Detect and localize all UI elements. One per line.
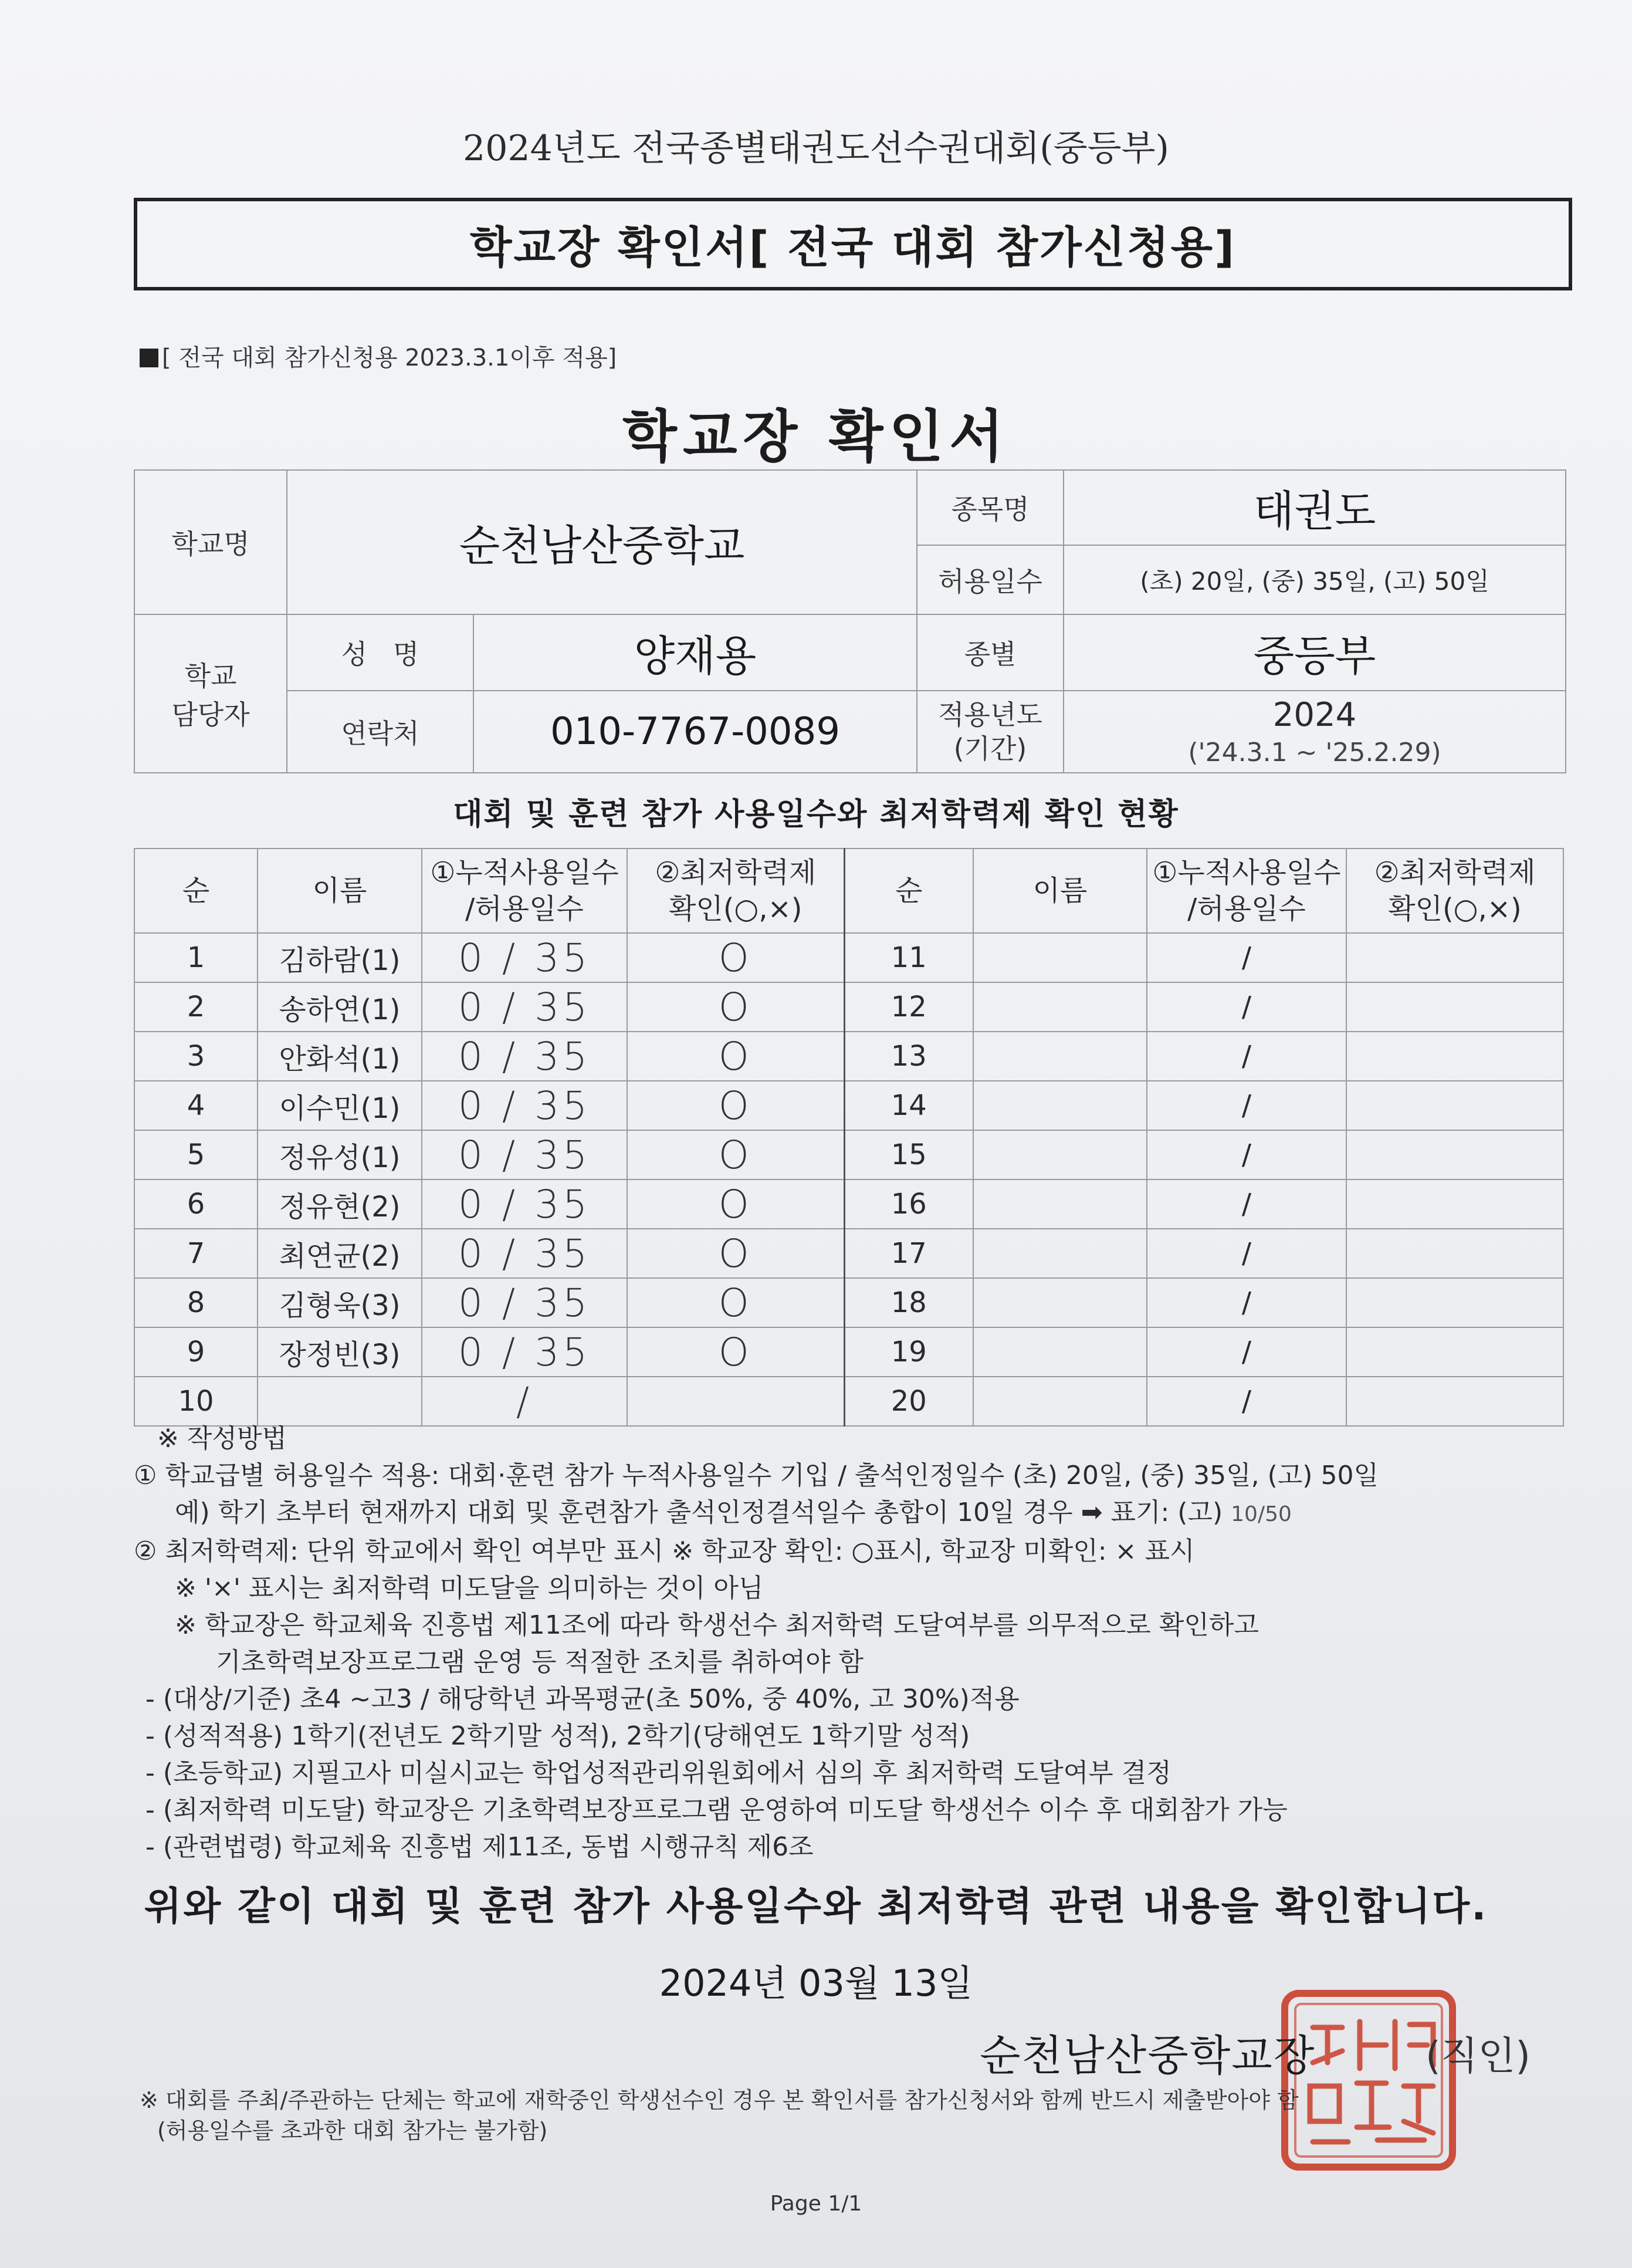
row-days: 0 / 35 [422, 1081, 627, 1130]
row-no: 4 [134, 1081, 258, 1130]
row-no: 8 [134, 1278, 258, 1327]
section-title: 대회 및 훈련 참가 사용일수와 최저학력제 확인 현황 [453, 797, 1179, 832]
row-min-right [1346, 1032, 1563, 1081]
note-line-3: ② 최저학력제: 단위 학교에서 확인 여부만 표시 ※ 학교장 확인: ○표시, 학교장 미확인: × 표시 [134, 1536, 1195, 1566]
row-min-right [1346, 1179, 1563, 1229]
row-min: O [627, 933, 844, 982]
note-line-4: ※ '×' 표시는 최저학력 미도달을 의미하는 것이 아님 [175, 1573, 764, 1603]
row-name-right [973, 1327, 1147, 1377]
row-min-right [1346, 1229, 1563, 1278]
event-title: 2024년도 전국종별태권도선수권대회(중등부) [463, 128, 1169, 169]
document-date: 2024년 03월 13일 [659, 1962, 973, 2005]
form-banner [134, 198, 1572, 290]
header-no-right: 순 [844, 849, 973, 933]
row-min: O [627, 1081, 844, 1130]
square-bullet-icon [140, 349, 158, 367]
footnote [140, 2085, 1565, 2146]
row-no: 6 [134, 1179, 258, 1229]
note-line-8: - (성적적용) 1학기(전년도 2학기말 성적), 2학기(당해연도 1학기말 성적) [145, 1721, 970, 1751]
row-days: 0 / 35 [422, 982, 627, 1032]
header-no: 순 [134, 849, 258, 933]
page-number: Page 1/1 [770, 2192, 862, 2216]
row-no: 5 [134, 1130, 258, 1179]
manager-label: 학교 담당자 [134, 614, 287, 773]
sport-value: 태권도 [1064, 470, 1566, 545]
row-no: 2 [134, 982, 258, 1032]
header-days-right: ①누적사용일수 /허용일수 [1147, 849, 1346, 933]
row-days-right: / [1147, 933, 1346, 982]
row-min: O [627, 1032, 844, 1081]
row-name-right [973, 1081, 1147, 1130]
row-min: O [627, 1327, 844, 1377]
note-line-11: - (관련법령) 학교체육 진흥법 제11조, 동법 시행규칙 제6조 [145, 1832, 814, 1862]
row-days: 0 / 35 [422, 1327, 627, 1377]
table-row [134, 933, 1563, 982]
row-name: 안화석(1) [258, 1032, 422, 1081]
name-label: 성 명 [287, 614, 473, 691]
row-no: 3 [134, 1032, 258, 1081]
division-label: 종별 [917, 614, 1064, 691]
contact-value: 010-7767-0089 [473, 691, 917, 773]
table-row [134, 1229, 1563, 1278]
division-value: 중등부 [1064, 614, 1566, 691]
note-line-7: - (대상/기준) 초4 ~고3 / 해당학년 과목평균(초 50%, 중 40%, 고 30%)적용 [145, 1684, 1020, 1714]
note-line-5: ※ 학교장은 학교체육 진흥법 제11조에 따라 학생선수 최저학력 도달여부를 의무적으로 확인하고 [175, 1610, 1259, 1640]
row-name: 이수민(1) [258, 1081, 422, 1130]
row-name-right [973, 1032, 1147, 1081]
note-line-10: - (최저학력 미도달) 학교장은 기초학력보장프로그램 운영하여 미도달 학생선수 이수 후 대회참가 가능 [145, 1795, 1288, 1825]
table-row [134, 1081, 1563, 1130]
row-name: 김형욱(3) [258, 1278, 422, 1327]
row-min: O [627, 1130, 844, 1179]
row-days: 0 / 35 [422, 933, 627, 982]
row-min-right [1346, 933, 1563, 982]
row-min: O [627, 1179, 844, 1229]
row-min: O [627, 982, 844, 1032]
table-row [134, 1377, 1563, 1426]
row-days-right: / [1147, 1081, 1346, 1130]
note-line-9: - (초등학교) 지필고사 미실시교는 학업성적관리위원회에서 심의 후 최저학력 도달여부 결정 [145, 1758, 1171, 1788]
contact-label: 연락처 [287, 691, 473, 773]
row-days: 0 / 35 [422, 1130, 627, 1179]
note-line-1: ① 학교급별 허용일수 적용: 대회·훈련 참가 누적사용일수 기입 / 출석인정일수 (초) 20일, (중) 35일, (고) 50일 [134, 1461, 1379, 1490]
row-min-right [1346, 1278, 1563, 1327]
row-name-right [973, 1130, 1147, 1179]
row-no: 1 [134, 933, 258, 982]
table-row [134, 1130, 1563, 1179]
row-name-right [973, 1179, 1147, 1229]
row-min: O [627, 1278, 844, 1327]
roster-header-row [134, 849, 1563, 933]
period-value: ('24.3.1 ~ '25.2.29) [1188, 738, 1441, 768]
subnote [140, 339, 617, 373]
year-value: 2024 [1272, 696, 1357, 734]
row-min-right [1346, 1377, 1563, 1426]
row-days-right: / [1147, 982, 1346, 1032]
row-no-right: 18 [844, 1278, 973, 1327]
row-name-right [973, 982, 1147, 1032]
row-no-right: 17 [844, 1229, 973, 1278]
row-days: 0 / 35 [422, 1179, 627, 1229]
allowed-days-value: (초) 20일, (중) 35일, (고) 50일 [1064, 545, 1566, 614]
row-days: 0 / 35 [422, 1032, 627, 1081]
note-line-2 [134, 1494, 1559, 1533]
notes-heading: ※ 작성방법 [157, 1424, 287, 1454]
table-row [134, 1179, 1563, 1229]
year-cell [1064, 691, 1566, 773]
row-name-right [973, 1377, 1147, 1426]
row-no-right: 15 [844, 1130, 973, 1179]
seal-label: (직인) [1426, 2033, 1531, 2078]
row-min [627, 1377, 844, 1426]
row-days-right: / [1147, 1377, 1346, 1426]
row-name: 장정빈(3) [258, 1327, 422, 1377]
row-no-right: 20 [844, 1377, 973, 1426]
instructions [134, 1420, 1559, 1865]
school-label: 학교명 [134, 470, 287, 614]
header-name-right: 이름 [973, 849, 1147, 933]
row-min-right [1346, 1081, 1563, 1130]
row-min-right [1346, 1130, 1563, 1179]
row-days: / [422, 1377, 627, 1426]
row-no-right: 12 [844, 982, 973, 1032]
roster-table [134, 848, 1564, 1427]
header-days: ①누적사용일수 /허용일수 [422, 849, 627, 933]
row-days-right: / [1147, 1032, 1346, 1081]
row-days-right: / [1147, 1278, 1346, 1327]
row-name: 김하람(1) [258, 933, 422, 982]
row-name-right [973, 933, 1147, 982]
row-days: 0 / 35 [422, 1278, 627, 1327]
row-no: 9 [134, 1327, 258, 1377]
subnote-text: [ 전국 대회 참가신청용 2023.3.1이후 적용] [162, 344, 617, 371]
row-no: 10 [134, 1377, 258, 1426]
row-name: 정유현(2) [258, 1179, 422, 1229]
table-row [134, 1032, 1563, 1081]
row-min-right [1346, 1327, 1563, 1377]
manager-name: 양재용 [473, 614, 917, 691]
row-days: 0 / 35 [422, 1229, 627, 1278]
row-name-right [973, 1229, 1147, 1278]
table-row [134, 1327, 1563, 1377]
row-name: 송하연(1) [258, 982, 422, 1032]
info-table [134, 469, 1566, 773]
note-line-2-text: 예) 학기 초부터 현재까지 대회 및 훈련참가 출석인정결석일수 총합이 10일 경우 ➡ 표기: (고) [175, 1498, 1223, 1527]
row-days-right: / [1147, 1179, 1346, 1229]
row-no-right: 13 [844, 1032, 973, 1081]
confirmation-statement: 위와 같이 대회 및 훈련 참가 사용일수와 최저학력 관련 내용을 확인합니다. [144, 1884, 1488, 1929]
table-row [134, 1278, 1563, 1327]
footnote-line-1: ※ 대회를 주최/주관하는 단체는 학교에 재학중인 학생선수인 경우 본 확인서를 참가신청서와 함께 반드시 제출받아야 함 [140, 2087, 1299, 2113]
header-name: 이름 [258, 849, 422, 933]
row-min-right [1346, 982, 1563, 1032]
row-name: 최연균(2) [258, 1229, 422, 1278]
school-name: 순천남산중학교 [287, 470, 917, 614]
row-days-right: / [1147, 1130, 1346, 1179]
header-min: ②최저학력제 확인(○,×) [627, 849, 844, 933]
row-name-right [973, 1278, 1147, 1327]
row-no-right: 19 [844, 1327, 973, 1377]
footnote-line-2: (허용일수를 초과한 대회 참가는 불가함) [157, 2118, 548, 2144]
header-min-right: ②최저학력제 확인(○,×) [1346, 849, 1563, 933]
row-no: 7 [134, 1229, 258, 1278]
roster-body [134, 933, 1563, 1426]
note-line-2-example: 10/50 [1231, 1502, 1292, 1526]
sport-label: 종목명 [917, 470, 1064, 545]
row-days-right: / [1147, 1229, 1346, 1278]
row-min: O [627, 1229, 844, 1278]
row-no-right: 16 [844, 1179, 973, 1229]
row-name: 정유성(1) [258, 1130, 422, 1179]
table-row [134, 982, 1563, 1032]
allowed-days-label: 허용일수 [917, 545, 1064, 614]
document-title: 학교장 확인서 [622, 404, 1010, 469]
row-no-right: 14 [844, 1081, 973, 1130]
row-name [258, 1377, 422, 1426]
banner-text: 학교장 확인서[ 전국 대회 참가신청용] [470, 222, 1236, 273]
note-line-6: 기초학력보장프로그램 운영 등 적절한 조치를 취하여야 함 [216, 1647, 864, 1677]
year-label: 적용년도 (기간) [917, 691, 1064, 773]
signer-name: 순천남산중학교장 [980, 2031, 1316, 2080]
row-days-right: / [1147, 1327, 1346, 1377]
row-no-right: 11 [844, 933, 973, 982]
